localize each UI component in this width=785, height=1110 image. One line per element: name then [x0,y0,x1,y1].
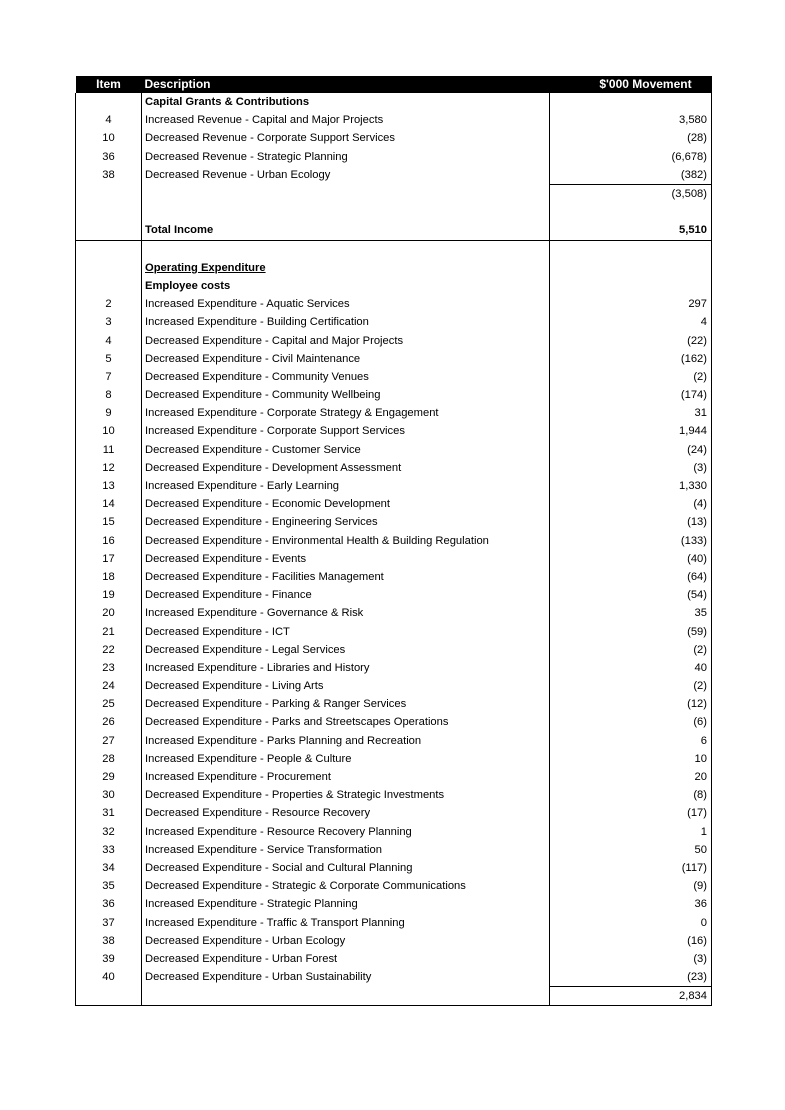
operating-heading-row [76,259,712,277]
row-description: Increased Expenditure - Corporate Support Services [142,422,550,440]
table-row [76,532,712,550]
table-row [76,313,712,331]
row-amount: 3,580 [550,111,712,129]
item-number: 11 [76,441,142,459]
item-number: 4 [76,111,142,129]
table-row [76,968,712,987]
item-number: 29 [76,768,142,786]
table-row [76,768,712,786]
row-description: Decreased Expenditure - Strategic & Corporate Communications [142,877,550,895]
row-amount: 0 [550,913,712,931]
table-row [76,932,712,950]
item-number: 28 [76,750,142,768]
table-row [76,823,712,841]
row-amount: (3) [550,459,712,477]
row-amount: (3) [550,950,712,968]
row-amount: 40 [550,659,712,677]
operating-subtotal: 2,834 [550,987,712,1006]
row-description: Decreased Expenditure - Finance [142,586,550,604]
operating-heading: Operating Expenditure [142,259,550,277]
row-amount: (22) [550,331,712,349]
table-row [76,129,712,147]
header-amount: $'000 Movement [550,76,712,93]
row-amount: (17) [550,804,712,822]
table-row [76,331,712,349]
row-amount: (9) [550,877,712,895]
row-amount: (12) [550,695,712,713]
header-row [76,76,712,93]
row-description: Decreased Revenue - Strategic Planning [142,148,550,166]
item-number: 4 [76,331,142,349]
employee-costs-heading: Employee costs [142,277,550,295]
item-number: 13 [76,477,142,495]
table-row [76,677,712,695]
row-amount: (2) [550,677,712,695]
item-number: 10 [76,422,142,440]
item-number: 38 [76,932,142,950]
employee-costs-row [76,277,712,295]
row-description: Increased Revenue - Capital and Major Projects [142,111,550,129]
row-description: Decreased Revenue - Urban Ecology [142,166,550,185]
table-row [76,513,712,531]
item-number: 7 [76,368,142,386]
row-amount: 35 [550,604,712,622]
row-description: Decreased Expenditure - Environmental Health & Building Regulation [142,532,550,550]
table-row [76,386,712,404]
row-description: Decreased Expenditure - Parks and Streetscapes Operations [142,713,550,731]
table-row [76,804,712,822]
table-row [76,111,712,129]
item-number: 19 [76,586,142,604]
item-number: 8 [76,386,142,404]
table-row [76,568,712,586]
table-row [76,713,712,731]
row-description: Increased Expenditure - Early Learning [142,477,550,495]
table-row [76,550,712,568]
row-amount: 297 [550,295,712,313]
item-number: 3 [76,313,142,331]
item-number: 36 [76,148,142,166]
row-amount: (54) [550,586,712,604]
row-description: Decreased Expenditure - Events [142,550,550,568]
table-row [76,477,712,495]
table-row [76,786,712,804]
item-number: 39 [76,950,142,968]
row-description: Increased Expenditure - Aquatic Services [142,295,550,313]
total-income-row [76,221,712,240]
row-amount: (162) [550,350,712,368]
total-income-amount: 5,510 [550,221,712,240]
row-description: Increased Expenditure - Strategic Planning [142,895,550,913]
row-description: Increased Expenditure - Corporate Strategy & Engagement [142,404,550,422]
row-amount: (6) [550,713,712,731]
spacer-row [76,203,712,221]
row-description: Increased Expenditure - Parks Planning and Recreation [142,732,550,750]
header-description: Description [142,76,550,93]
row-description: Decreased Expenditure - Urban Forest [142,950,550,968]
item-number: 32 [76,823,142,841]
item-number: 27 [76,732,142,750]
row-description: Decreased Revenue - Corporate Support Services [142,129,550,147]
item-number: 22 [76,641,142,659]
item-number: 37 [76,913,142,931]
item-number: 21 [76,622,142,640]
row-description: Increased Expenditure - Libraries and History [142,659,550,677]
item-number: 30 [76,786,142,804]
item-number: 12 [76,459,142,477]
spacer-row [76,240,712,259]
row-description: Decreased Expenditure - Resource Recovery [142,804,550,822]
row-description: Decreased Expenditure - Engineering Services [142,513,550,531]
row-description: Decreased Expenditure - Social and Cultural Planning [142,859,550,877]
row-description: Increased Expenditure - Service Transformation [142,841,550,859]
row-description: Decreased Expenditure - Parking & Ranger Services [142,695,550,713]
table-row [76,495,712,513]
item-number: 23 [76,659,142,677]
row-amount: (24) [550,441,712,459]
table-row [76,441,712,459]
item-number: 2 [76,295,142,313]
row-description: Increased Expenditure - People & Culture [142,750,550,768]
capital-subtotal: (3,508) [550,184,712,203]
row-amount: (64) [550,568,712,586]
row-description: Decreased Expenditure - Living Arts [142,677,550,695]
row-amount: 50 [550,841,712,859]
row-amount: (13) [550,513,712,531]
item-number: 10 [76,129,142,147]
row-description: Decreased Expenditure - Legal Services [142,641,550,659]
table-row [76,350,712,368]
row-description: Decreased Expenditure - Community Wellbeing [142,386,550,404]
row-amount: (382) [550,166,712,185]
row-amount: (28) [550,129,712,147]
row-amount: (117) [550,859,712,877]
operating-subtotal-row [76,987,712,1006]
row-amount: (40) [550,550,712,568]
row-amount: 4 [550,313,712,331]
row-description: Decreased Expenditure - Properties & Strategic Investments [142,786,550,804]
row-amount: 36 [550,895,712,913]
table-row [76,641,712,659]
item-number: 40 [76,968,142,987]
item-number: 36 [76,895,142,913]
row-amount: (6,678) [550,148,712,166]
row-description: Increased Expenditure - Governance & Risk [142,604,550,622]
row-amount: 1,330 [550,477,712,495]
table-row [76,950,712,968]
item-number: 24 [76,677,142,695]
table-row [76,659,712,677]
row-amount: 6 [550,732,712,750]
row-amount: (23) [550,968,712,987]
table-row [76,732,712,750]
row-amount: (8) [550,786,712,804]
table-row [76,368,712,386]
table-row [76,877,712,895]
item-number: 26 [76,713,142,731]
item-number: 5 [76,350,142,368]
table-row [76,913,712,931]
table-row [76,404,712,422]
item-number: 15 [76,513,142,531]
item-number: 34 [76,859,142,877]
item-number: 16 [76,532,142,550]
item-number: 18 [76,568,142,586]
header-item: Item [76,76,142,93]
row-description: Increased Expenditure - Resource Recovery Planning [142,823,550,841]
row-description: Decreased Expenditure - Customer Service [142,441,550,459]
item-number: 38 [76,166,142,185]
item-number: 25 [76,695,142,713]
table-row [76,750,712,768]
row-amount: (133) [550,532,712,550]
table-row [76,604,712,622]
row-description: Decreased Expenditure - Facilities Management [142,568,550,586]
table-row [76,459,712,477]
item-number: 14 [76,495,142,513]
row-description: Decreased Expenditure - Development Assessment [142,459,550,477]
item-number: 9 [76,404,142,422]
row-amount: (174) [550,386,712,404]
table-row [76,841,712,859]
row-description: Decreased Expenditure - Economic Development [142,495,550,513]
item-number: 33 [76,841,142,859]
row-amount: 20 [550,768,712,786]
row-amount: (4) [550,495,712,513]
table-row [76,895,712,913]
row-amount: 1 [550,823,712,841]
item-number: 31 [76,804,142,822]
row-amount: (16) [550,932,712,950]
row-description: Decreased Expenditure - Community Venues [142,368,550,386]
capital-subtotal-row [76,184,712,203]
table-row [76,166,712,185]
row-amount: (2) [550,368,712,386]
row-description: Increased Expenditure - Traffic & Transport Planning [142,913,550,931]
row-description: Decreased Expenditure - Urban Sustainability [142,968,550,987]
row-amount: 10 [550,750,712,768]
item-number: 17 [76,550,142,568]
row-amount: 31 [550,404,712,422]
capital-heading-row [76,93,712,111]
table-row [76,148,712,166]
row-amount: 1,944 [550,422,712,440]
item-number: 35 [76,877,142,895]
row-amount: (2) [550,641,712,659]
table-row [76,695,712,713]
row-description: Decreased Expenditure - ICT [142,622,550,640]
row-amount: (59) [550,622,712,640]
row-description: Decreased Expenditure - Capital and Major Projects [142,331,550,349]
capital-heading: Capital Grants & Contributions [142,93,550,111]
item-number: 20 [76,604,142,622]
row-description: Decreased Expenditure - Urban Ecology [142,932,550,950]
movement-table [75,76,712,1006]
row-description: Decreased Expenditure - Civil Maintenance [142,350,550,368]
row-description: Increased Expenditure - Building Certification [142,313,550,331]
table-row [76,295,712,313]
table-row [76,859,712,877]
table-row [76,422,712,440]
table-row [76,586,712,604]
table-row [76,622,712,640]
row-description: Increased Expenditure - Procurement [142,768,550,786]
total-income-label: Total Income [142,221,550,240]
